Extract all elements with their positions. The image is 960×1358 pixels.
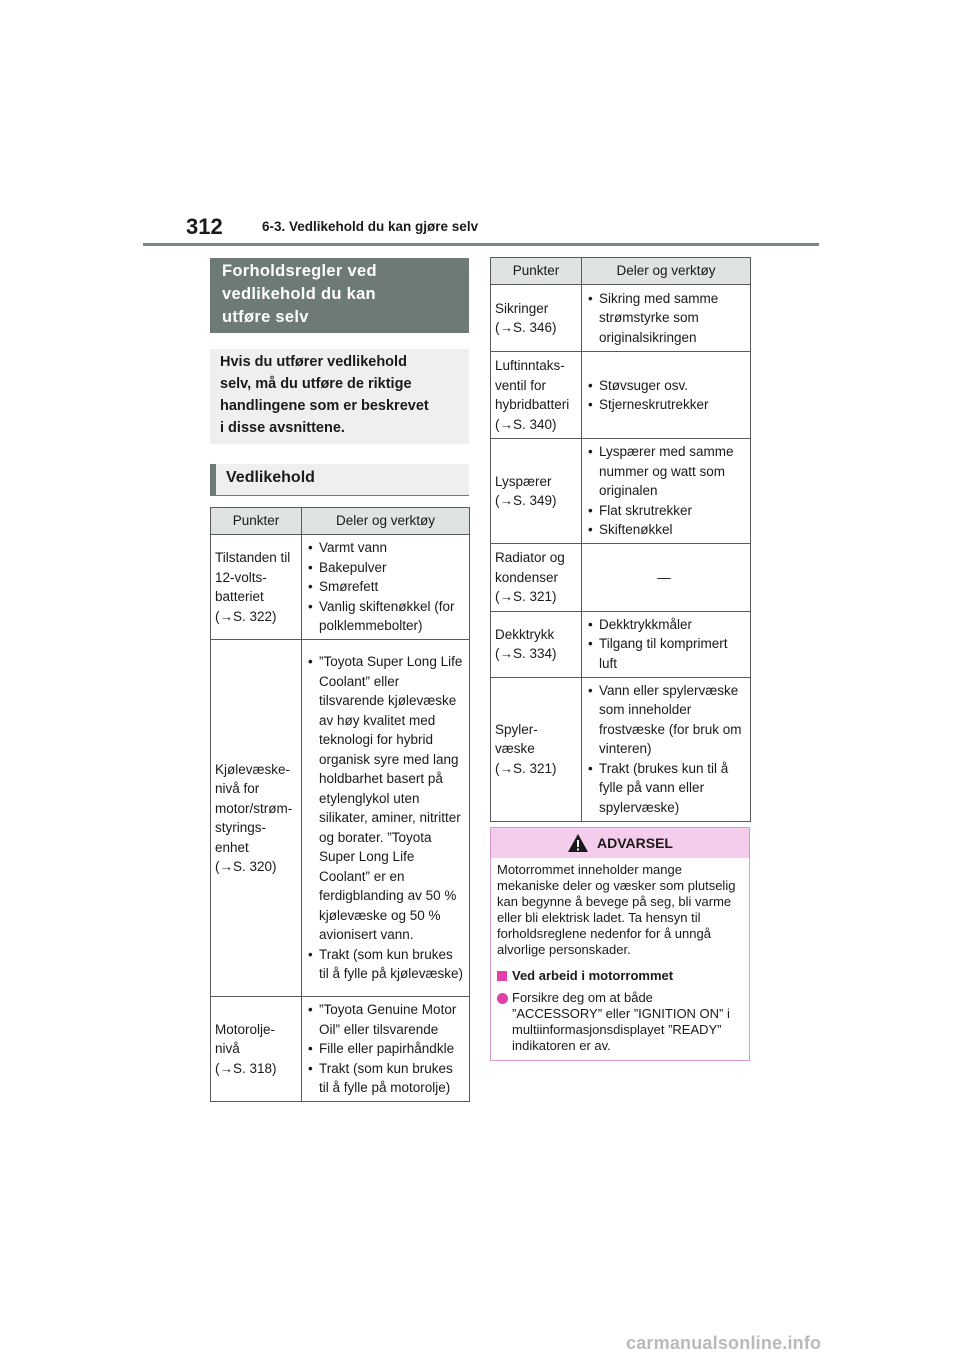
intro-line: i disse avsnittene. — [220, 420, 345, 436]
warning-subheading — [497, 968, 744, 984]
item-line: (→S. 340) — [495, 416, 557, 432]
column-header: Punkter — [491, 258, 582, 285]
warning-triangle-icon — [567, 833, 589, 853]
item-line: (→S. 322) — [215, 608, 277, 624]
item-cell — [211, 640, 302, 997]
table-row — [211, 535, 470, 640]
item-line: (→S. 321) — [495, 589, 557, 604]
item-line: styrings- — [215, 820, 267, 835]
item-line: (→S. 349) — [495, 493, 557, 508]
tools-cell-empty: — — [582, 544, 751, 612]
tools-cell — [582, 285, 751, 352]
tools-list-item: • Støvsuger osv. — [582, 376, 746, 396]
item-line: enhet — [215, 839, 249, 855]
warning-body — [491, 858, 749, 1054]
table-row — [211, 997, 470, 1102]
item-cell — [491, 677, 582, 821]
item-line: motor/strøm- — [215, 800, 293, 816]
item-line: (→S. 334) — [495, 646, 557, 661]
tools-list-item: • Dekktrykkmåler — [582, 615, 746, 635]
tools-cell — [302, 997, 470, 1102]
item-line: batteriet — [215, 589, 264, 604]
item-line: Spyler- — [495, 721, 538, 737]
tools-cell — [582, 439, 751, 544]
item-line: kondenser — [495, 569, 559, 585]
table-row — [491, 439, 751, 544]
item-line: Motorolje- — [215, 1021, 276, 1037]
tools-cell — [582, 611, 751, 677]
intro-line: handlingene som er beskrevet — [220, 398, 429, 414]
tools-list-item: • Bakepulver — [302, 558, 465, 578]
title-line: Forholdsregler ved — [222, 262, 377, 280]
section-header: 6-3. Vedlikehold du kan gjøre selv — [262, 219, 479, 234]
tools-list-item: • Sikring med samme strømstyrke som originalsikringen — [582, 289, 746, 348]
tools-cell — [582, 352, 751, 439]
tools-cell — [302, 640, 470, 997]
item-cell — [491, 544, 582, 612]
table-row — [491, 677, 751, 821]
table-row — [211, 640, 470, 997]
tools-list-item: • Fille eller papirhåndkle — [302, 1039, 465, 1059]
tools-list — [582, 376, 746, 415]
item-line: Dekktrykk — [495, 626, 555, 642]
item-cell — [211, 535, 302, 640]
intro-line: Hvis du utfører vedlikehold — [220, 354, 407, 370]
item-line: 12-volts- — [215, 569, 267, 585]
item-cell — [211, 997, 302, 1102]
title-line: utføre selv — [222, 308, 309, 326]
tools-list — [302, 538, 465, 636]
tools-list-item: • ”Toyota Super Long Life Coolant” eller tilsvarende kjølevæske av høy kvalitet med teknologi for hybrid organisk syre med lang holdbarhet basert på etylenglykol uten silikater, aminer, nitritter og borater. ”Toyota Super Long Life Coolant” er en ferdigblanding av 50 % kjølevæske og 50 % avionisert vann. — [302, 652, 465, 945]
watermark: carmanualsonline.info — [626, 1333, 822, 1353]
tools-list — [582, 289, 746, 348]
warning-label: ADVARSEL — [597, 835, 673, 851]
item-line: hybridbatteri — [495, 397, 570, 412]
warning-bullet-text: Forsikre deg om at både ”ACCESSORY” eller ”IGNITION ON” i multiinformasjonsdisplayet ”READY” indikatoren er av. — [512, 990, 730, 1053]
maintenance-table-right — [490, 257, 751, 822]
tools-list-item: • Lyspærer med samme nummer og watt som originalen — [582, 442, 746, 501]
table-row — [491, 611, 751, 677]
tools-list-item: • Skiftenøkkel — [582, 520, 746, 540]
tools-list — [582, 681, 746, 818]
warning-header — [491, 828, 749, 858]
tools-list — [302, 652, 465, 984]
item-line: (→S. 318) — [215, 1060, 277, 1076]
table-row — [491, 544, 751, 612]
item-line: væske — [495, 741, 535, 757]
item-line: nivå — [215, 1041, 240, 1057]
tools-list-item: • ”Toyota Genuine Motor Oil” eller tilsvarende — [302, 1000, 465, 1039]
warning-box — [490, 827, 750, 1061]
column-header: Punkter — [211, 508, 302, 535]
item-line: (→S. 346) — [495, 320, 557, 335]
item-cell — [491, 611, 582, 677]
column-header: Deler og verktøy — [582, 258, 751, 285]
tools-cell — [582, 677, 751, 821]
page-title — [210, 258, 469, 333]
column-header: Deler og verktøy — [302, 508, 470, 535]
table-header-row — [211, 508, 470, 535]
tools-list-item: • Trakt (brukes kun til å fylle på vann eller spylervæske) — [582, 759, 746, 818]
item-line: Luftinntaks- — [495, 358, 565, 373]
square-bullet-icon — [497, 971, 507, 981]
warning-subheading-text: Ved arbeid i motorrommet — [512, 968, 674, 983]
subheading-vedlikehold: Vedlikehold — [210, 464, 469, 496]
item-line: ventil for — [495, 377, 547, 393]
tools-list-item: • Flat skrutrekker — [582, 501, 746, 521]
page-number: 312 — [186, 214, 223, 239]
tools-list-item: • Smørefett — [302, 577, 465, 597]
item-line: Lyspærer — [495, 473, 552, 489]
maintenance-table-left — [210, 507, 470, 1102]
intro-box — [210, 349, 469, 444]
warning-text: Motorrommet inneholder mange mekaniske deler og væsker som plutselig kan begynne å bevege på seg, bli varme eller bli elektrisk ladet. Ta hensyn til forholdsreglene nedenfor for å unngå alvorlige personskader. — [497, 862, 736, 957]
tools-list-item: • Trakt (som kun brukes til å fylle på kjølevæske) — [302, 945, 465, 984]
tools-list — [582, 615, 746, 674]
tools-list — [302, 1000, 465, 1098]
item-line: Sikringer — [495, 300, 549, 316]
item-line: nivå for — [215, 781, 260, 796]
intro-line: selv, må du utføre de riktige — [220, 376, 412, 392]
item-line: Tilstanden til — [215, 550, 291, 565]
tools-list — [582, 442, 746, 540]
item-cell — [491, 352, 582, 439]
tools-list-item: • Vann eller spylervæske som inneholder frostvæske (for bruk om vinteren) — [582, 681, 746, 759]
item-cell — [491, 439, 582, 544]
tools-list-item: • Tilgang til komprimert luft — [582, 634, 746, 673]
tools-list-item: • Trakt (som kun brukes til å fylle på motorolje) — [302, 1059, 465, 1098]
header-rule — [143, 243, 819, 246]
table-row — [491, 352, 751, 439]
item-line: Kjølevæske- — [215, 761, 291, 777]
tools-list-item: • Varmt vann — [302, 538, 465, 558]
circle-bullet-icon — [497, 993, 508, 1004]
table-row — [491, 285, 751, 352]
item-cell — [491, 285, 582, 352]
item-line: (→S. 321) — [495, 760, 557, 776]
item-line: (→S. 320) — [215, 859, 277, 874]
tools-list-item: • Vanlig skiftenøkkel (for polklemmebolter) — [302, 597, 465, 636]
title-line: vedlikehold du kan — [222, 285, 376, 303]
item-line: Radiator og — [495, 550, 565, 565]
table-header-row — [491, 258, 751, 285]
tools-list-item: • Stjerneskrutrekker — [582, 395, 746, 415]
warning-bullet — [497, 990, 744, 1054]
tools-cell — [302, 535, 470, 640]
